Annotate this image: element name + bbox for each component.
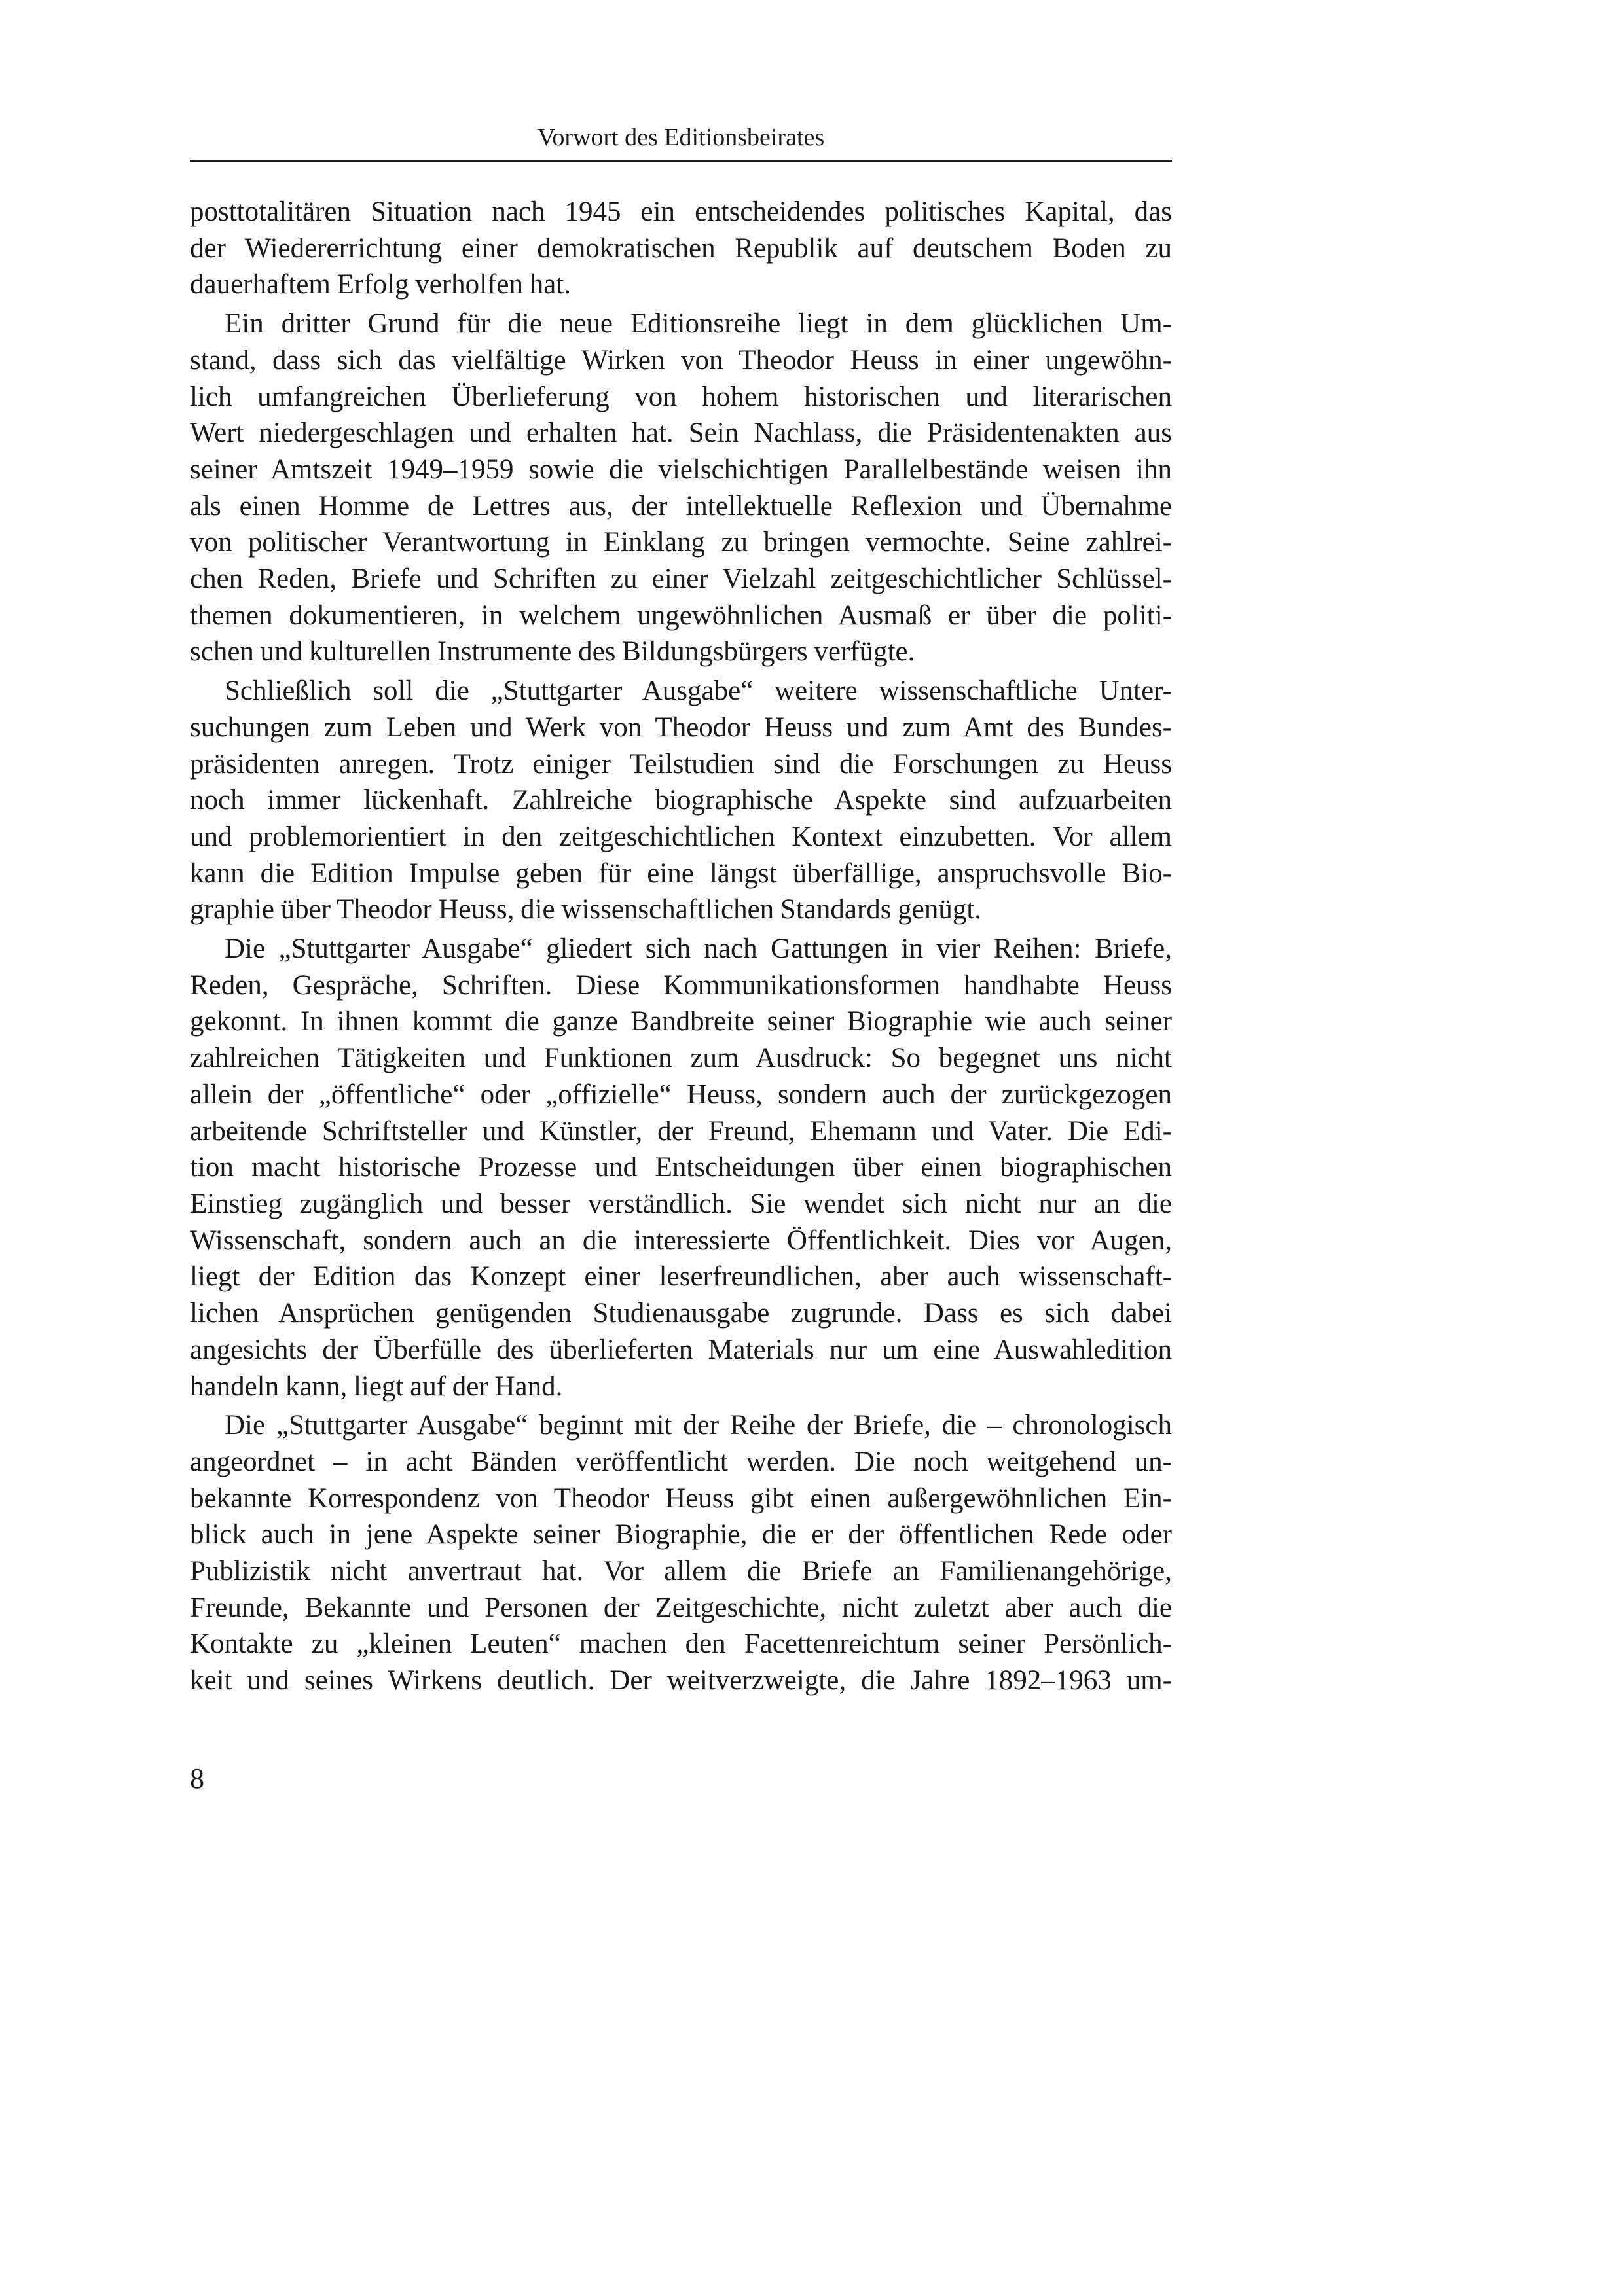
text-line: lich umfangreichen Überlieferung von hohem historischen und literarischen [190,381,1172,412]
text-line: Kontakte zu „kleinen Leuten“ machen den Facettenreichtum seiner Persönlich- [190,1628,1172,1660]
text-line: arbeitende Schriftsteller und Künstler, der Freund, Ehemann und Vater. Die Edi- [190,1115,1172,1147]
paragraph-4 [190,931,1172,1405]
paragraph-1 [190,194,1172,303]
text-line: keit und seines Wirkens deutlich. Der weitverzweigte, die Jahre 1892–1963 um- [190,1665,1172,1696]
paragraph-5 [190,1407,1172,1699]
text-line: von politischer Verantwortung in Einklang zu bringen vermochte. Seine zahlrei- [190,527,1172,558]
text-line: präsidenten anregen. Trotz einiger Teilstudien sind die Forschungen zu Heuss [190,748,1172,780]
text-line: lichen Ansprüchen genügenden Studienausgabe zugrunde. Dass es sich dabei [190,1298,1172,1329]
running-head: Vorwort des Editionsbeirates [537,124,825,151]
text-line: und problemorientiert in den zeitgeschichtlichen Kontext einzubetten. Vor allem [190,821,1172,852]
text-line: angeordnet – in acht Bänden veröffentlicht werden. Die noch weitgehend un- [190,1446,1172,1477]
text-line: bekannte Korrespondenz von Theodor Heuss gibt einen außergewöhnlichen Ein- [190,1482,1172,1514]
text-line: Wert niedergeschlagen und erhalten hat. Sein Nachlass, die Präsidentenakten aus [190,418,1172,449]
header-rule [190,160,1172,162]
text-line: liegt der Edition das Konzept einer leserfreundlichen, aber auch wissenschaft- [190,1261,1172,1293]
text-line: allein der „öffentliche“ oder „offizielle“ Heuss, sondern auch der zurückgezogen [190,1079,1172,1110]
text-line: Freunde, Bekannte und Personen der Zeitgeschichte, nicht zuletzt aber auch die [190,1592,1172,1623]
text-line: Einstieg zugänglich und besser verständlich. Sie wendet sich nicht nur an die [190,1188,1172,1219]
text-line: Ein dritter Grund für die neue Editionsreihe liegt in dem glücklichen Um- [225,308,1172,340]
text-line: schen und kulturellen Instrumente des Bildungsbürgers verfügte. [190,636,915,668]
text-line: suchungen zum Leben und Werk von Theodor Heuss und zum Amt des Bundes- [190,711,1172,743]
text-line: stand, dass sich das vielfältige Wirken von Theodor Heuss in einer ungewöhn- [190,344,1172,376]
text-line: noch immer lückenhaft. Zahlreiche biographische Aspekte sind aufzuarbeiten [190,785,1172,816]
text-line: handeln kann, liegt auf der Hand. [190,1371,563,1402]
text-line: graphie über Theodor Heuss, die wissenschaftlichen Standards genügt. [190,894,982,925]
text-line: seiner Amtszeit 1949–1959 sowie die vielschichtigen Parallelbestände weisen ihn [190,454,1172,485]
text-line: zahlreichen Tätigkeiten und Funktionen zum Ausdruck: So begegnet uns nicht [190,1043,1172,1074]
text-line: Die „Stuttgarter Ausgabe“ beginnt mit der Reihe der Briefe, die – chronologisch [225,1410,1172,1441]
text-line: tion macht historische Prozesse und Entscheidungen über einen biographischen [190,1152,1172,1183]
page-number: 8 [190,1763,204,1795]
paragraph-3 [190,673,1172,928]
text-line: chen Reden, Briefe und Schriften zu einer Vielzahl zeitgeschichtlicher Schlüssel- [190,564,1172,595]
text-line: kann die Edition Impulse geben für eine längst überfällige, anspruchsvolle Bio- [190,857,1172,889]
text-line: themen dokumentieren, in welchem ungewöhnlichen Ausmaß er über die politi- [190,600,1172,631]
text-line: Publizistik nicht anvertraut hat. Vor allem die Briefe an Familienangehörige, [190,1556,1172,1587]
text-line: blick auch in jene Aspekte seiner Biographie, die er der öffentlichen Rede oder [190,1519,1172,1551]
text-line: gekonnt. In ihnen kommt die ganze Bandbreite seiner Biographie wie auch seiner [190,1006,1172,1037]
text-line: der Wiedererrichtung einer demokratischen Republik auf deutschem Boden zu [190,232,1172,264]
text-line: Die „Stuttgarter Ausgabe“ gliedert sich nach Gattungen in vier Reihen: Briefe, [225,933,1172,965]
text-line: angesichts der Überfülle des überlieferten Materials nur um eine Auswahledition [190,1334,1172,1365]
body-text [190,194,1172,1699]
text-line: dauerhaftem Erfolg verholfen hat. [190,269,572,300]
text-line: als einen Homme de Lettres aus, der intellektuelle Reflexion und Übernahme [190,490,1172,522]
paragraph-2 [190,306,1172,670]
text-line: Reden, Gespräche, Schriften. Diese Kommunikationsformen handhabte Heuss [190,969,1172,1001]
text-line: Schließlich soll die „Stuttgarter Ausgabe“ weitere wissenschaftliche Unter- [225,675,1172,707]
text-line: posttotalitären Situation nach 1945 ein entscheidendes politisches Kapital, das [190,196,1172,227]
text-line: Wissenschaft, sondern auch an die interessierte Öffentlichkeit. Dies vor Augen, [190,1225,1172,1256]
